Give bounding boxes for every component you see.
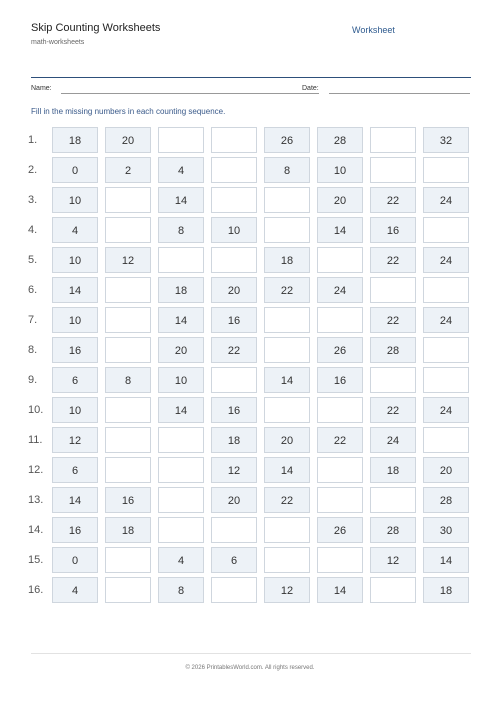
row-number: 15.: [28, 554, 44, 566]
number-cell: 18: [158, 277, 204, 303]
number-cell: 20: [211, 277, 257, 303]
number-cell: 18: [264, 247, 310, 273]
number-cell: 24: [423, 187, 469, 213]
number-cell: 30: [423, 517, 469, 543]
number-cell: 18: [423, 577, 469, 603]
blank-answer-cell[interactable]: [370, 277, 416, 303]
blank-answer-cell[interactable]: [317, 247, 363, 273]
number-cell: 6: [52, 367, 98, 393]
number-cell: 18: [211, 427, 257, 453]
sequence-row: [0, 187, 500, 213]
name-label: Name:: [31, 85, 52, 92]
blank-answer-cell[interactable]: [423, 337, 469, 363]
blank-answer-cell[interactable]: [211, 187, 257, 213]
blank-answer-cell[interactable]: [105, 427, 151, 453]
sequence-row: [0, 517, 500, 543]
blank-answer-cell[interactable]: [211, 157, 257, 183]
number-cell: 14: [423, 547, 469, 573]
blank-answer-cell[interactable]: [158, 247, 204, 273]
number-cell: 16: [211, 397, 257, 423]
row-number: 10.: [28, 404, 44, 416]
blank-answer-cell[interactable]: [370, 577, 416, 603]
blank-answer-cell[interactable]: [423, 157, 469, 183]
number-cell: 26: [317, 517, 363, 543]
blank-answer-cell[interactable]: [105, 457, 151, 483]
blank-answer-cell[interactable]: [211, 367, 257, 393]
number-cell: 16: [370, 217, 416, 243]
number-cell: 22: [264, 487, 310, 513]
blank-answer-cell[interactable]: [211, 517, 257, 543]
number-cell: 28: [423, 487, 469, 513]
date-label: Date:: [302, 85, 319, 92]
number-cell: 14: [317, 577, 363, 603]
sequence-row: [0, 397, 500, 423]
blank-answer-cell[interactable]: [105, 187, 151, 213]
blank-answer-cell[interactable]: [423, 277, 469, 303]
number-cell: 22: [370, 187, 416, 213]
number-cell: 12: [211, 457, 257, 483]
blank-answer-cell[interactable]: [317, 487, 363, 513]
row-number: 4.: [28, 224, 38, 236]
number-cell: 28: [317, 127, 363, 153]
blank-answer-cell[interactable]: [211, 577, 257, 603]
number-cell: 14: [158, 187, 204, 213]
blank-answer-cell[interactable]: [423, 367, 469, 393]
number-cell: 0: [52, 547, 98, 573]
blank-answer-cell[interactable]: [264, 217, 310, 243]
blank-answer-cell[interactable]: [264, 187, 310, 213]
number-cell: 16: [52, 517, 98, 543]
number-cell: 28: [370, 517, 416, 543]
blank-answer-cell[interactable]: [105, 547, 151, 573]
number-cell: 16: [105, 487, 151, 513]
blank-answer-cell[interactable]: [158, 487, 204, 513]
row-number: 11.: [28, 434, 43, 446]
number-cell: 14: [264, 367, 310, 393]
blank-answer-cell[interactable]: [370, 487, 416, 513]
blank-answer-cell[interactable]: [158, 517, 204, 543]
number-cell: 24: [423, 397, 469, 423]
blank-answer-cell[interactable]: [264, 397, 310, 423]
number-cell: 20: [211, 487, 257, 513]
row-number: 7.: [28, 314, 38, 326]
number-cell: 14: [52, 277, 98, 303]
number-cell: 10: [317, 157, 363, 183]
blank-answer-cell[interactable]: [105, 307, 151, 333]
sequence-row: [0, 307, 500, 333]
number-cell: 8: [264, 157, 310, 183]
sequence-row: [0, 487, 500, 513]
number-cell: 16: [211, 307, 257, 333]
number-cell: 8: [158, 217, 204, 243]
row-number: 1.: [28, 134, 38, 146]
number-cell: 22: [264, 277, 310, 303]
number-cell: 26: [264, 127, 310, 153]
name-date-row: [31, 84, 471, 96]
number-cell: 12: [52, 427, 98, 453]
number-cell: 24: [317, 277, 363, 303]
instructions: Fill in the missing numbers in each counting sequence.: [31, 107, 226, 116]
header-divider: [31, 77, 471, 78]
sequence-row: [0, 217, 500, 243]
blank-answer-cell[interactable]: [211, 127, 257, 153]
blank-answer-cell[interactable]: [105, 217, 151, 243]
sequence-row: [0, 127, 500, 153]
number-cell: 10: [158, 367, 204, 393]
page-subtitle: math-worksheets: [31, 39, 85, 46]
blank-answer-cell[interactable]: [423, 427, 469, 453]
blank-answer-cell[interactable]: [317, 397, 363, 423]
footer: © 2026 PrintablesWorld.com. All rights reserved.: [185, 665, 315, 671]
number-cell: 18: [105, 517, 151, 543]
number-cell: 22: [211, 337, 257, 363]
number-cell: 22: [370, 247, 416, 273]
number-cell: 20: [423, 457, 469, 483]
sequence-row: [0, 577, 500, 603]
row-number: 5.: [28, 254, 38, 266]
row-number: 16.: [28, 584, 44, 596]
sequence-row: [0, 427, 500, 453]
number-cell: 10: [52, 397, 98, 423]
number-cell: 16: [317, 367, 363, 393]
number-cell: 6: [52, 457, 98, 483]
number-cell: 10: [52, 307, 98, 333]
number-cell: 14: [52, 487, 98, 513]
number-cell: 32: [423, 127, 469, 153]
sequence-row: [0, 277, 500, 303]
sequence-row: [0, 367, 500, 393]
number-cell: 14: [264, 457, 310, 483]
blank-answer-cell[interactable]: [105, 577, 151, 603]
blank-answer-cell[interactable]: [264, 337, 310, 363]
row-number: 13.: [28, 494, 44, 506]
blank-answer-cell[interactable]: [105, 337, 151, 363]
blank-answer-cell[interactable]: [158, 457, 204, 483]
blank-answer-cell[interactable]: [370, 127, 416, 153]
number-cell: 12: [264, 577, 310, 603]
row-number: 2.: [28, 164, 38, 176]
number-cell: 28: [370, 337, 416, 363]
row-number: 3.: [28, 194, 38, 206]
blank-answer-cell[interactable]: [158, 427, 204, 453]
number-cell: 20: [158, 337, 204, 363]
number-cell: 8: [158, 577, 204, 603]
blank-answer-cell[interactable]: [105, 277, 151, 303]
number-cell: 4: [52, 577, 98, 603]
blank-answer-cell[interactable]: [317, 457, 363, 483]
row-number: 9.: [28, 374, 38, 386]
sequence-row: [0, 247, 500, 273]
sequence-row: [0, 337, 500, 363]
number-cell: 8: [105, 367, 151, 393]
number-cell: 10: [52, 247, 98, 273]
blank-answer-cell[interactable]: [158, 127, 204, 153]
number-cell: 10: [52, 187, 98, 213]
row-number: 8.: [28, 344, 38, 356]
number-cell: 2: [105, 157, 151, 183]
blank-answer-cell[interactable]: [423, 217, 469, 243]
number-cell: 6: [211, 547, 257, 573]
number-cell: 20: [105, 127, 151, 153]
blank-answer-cell[interactable]: [105, 397, 151, 423]
worksheet-tag: Worksheet: [352, 25, 395, 35]
blank-answer-cell[interactable]: [264, 547, 310, 573]
number-cell: 18: [52, 127, 98, 153]
number-cell: 12: [105, 247, 151, 273]
sequence-row: [0, 457, 500, 483]
number-cell: 22: [317, 427, 363, 453]
number-cell: 4: [158, 157, 204, 183]
name-line: [61, 93, 319, 94]
number-cell: 10: [211, 217, 257, 243]
blank-answer-cell[interactable]: [211, 247, 257, 273]
number-cell: 24: [423, 307, 469, 333]
number-cell: 16: [52, 337, 98, 363]
blank-answer-cell[interactable]: [317, 307, 363, 333]
number-cell: 24: [423, 247, 469, 273]
row-number: 6.: [28, 284, 38, 296]
blank-answer-cell[interactable]: [264, 307, 310, 333]
number-cell: 26: [317, 337, 363, 363]
number-cell: 22: [370, 397, 416, 423]
row-number: 12.: [28, 464, 44, 476]
number-cell: 4: [52, 217, 98, 243]
number-cell: 24: [370, 427, 416, 453]
blank-answer-cell[interactable]: [264, 517, 310, 543]
number-cell: 14: [158, 397, 204, 423]
number-cell: 0: [52, 157, 98, 183]
row-number: 14.: [28, 524, 44, 536]
date-line: [329, 93, 470, 94]
number-cell: 14: [317, 217, 363, 243]
number-cell: 20: [317, 187, 363, 213]
number-cell: 20: [264, 427, 310, 453]
page-title: Skip Counting Worksheets: [31, 22, 161, 34]
blank-answer-cell[interactable]: [370, 367, 416, 393]
footer-divider: [31, 653, 471, 654]
sequence-row: [0, 547, 500, 573]
blank-answer-cell[interactable]: [370, 157, 416, 183]
number-cell: 4: [158, 547, 204, 573]
number-cell: 14: [158, 307, 204, 333]
sequence-row: [0, 157, 500, 183]
number-cell: 18: [370, 457, 416, 483]
number-cell: 12: [370, 547, 416, 573]
blank-answer-cell[interactable]: [317, 547, 363, 573]
number-cell: 22: [370, 307, 416, 333]
